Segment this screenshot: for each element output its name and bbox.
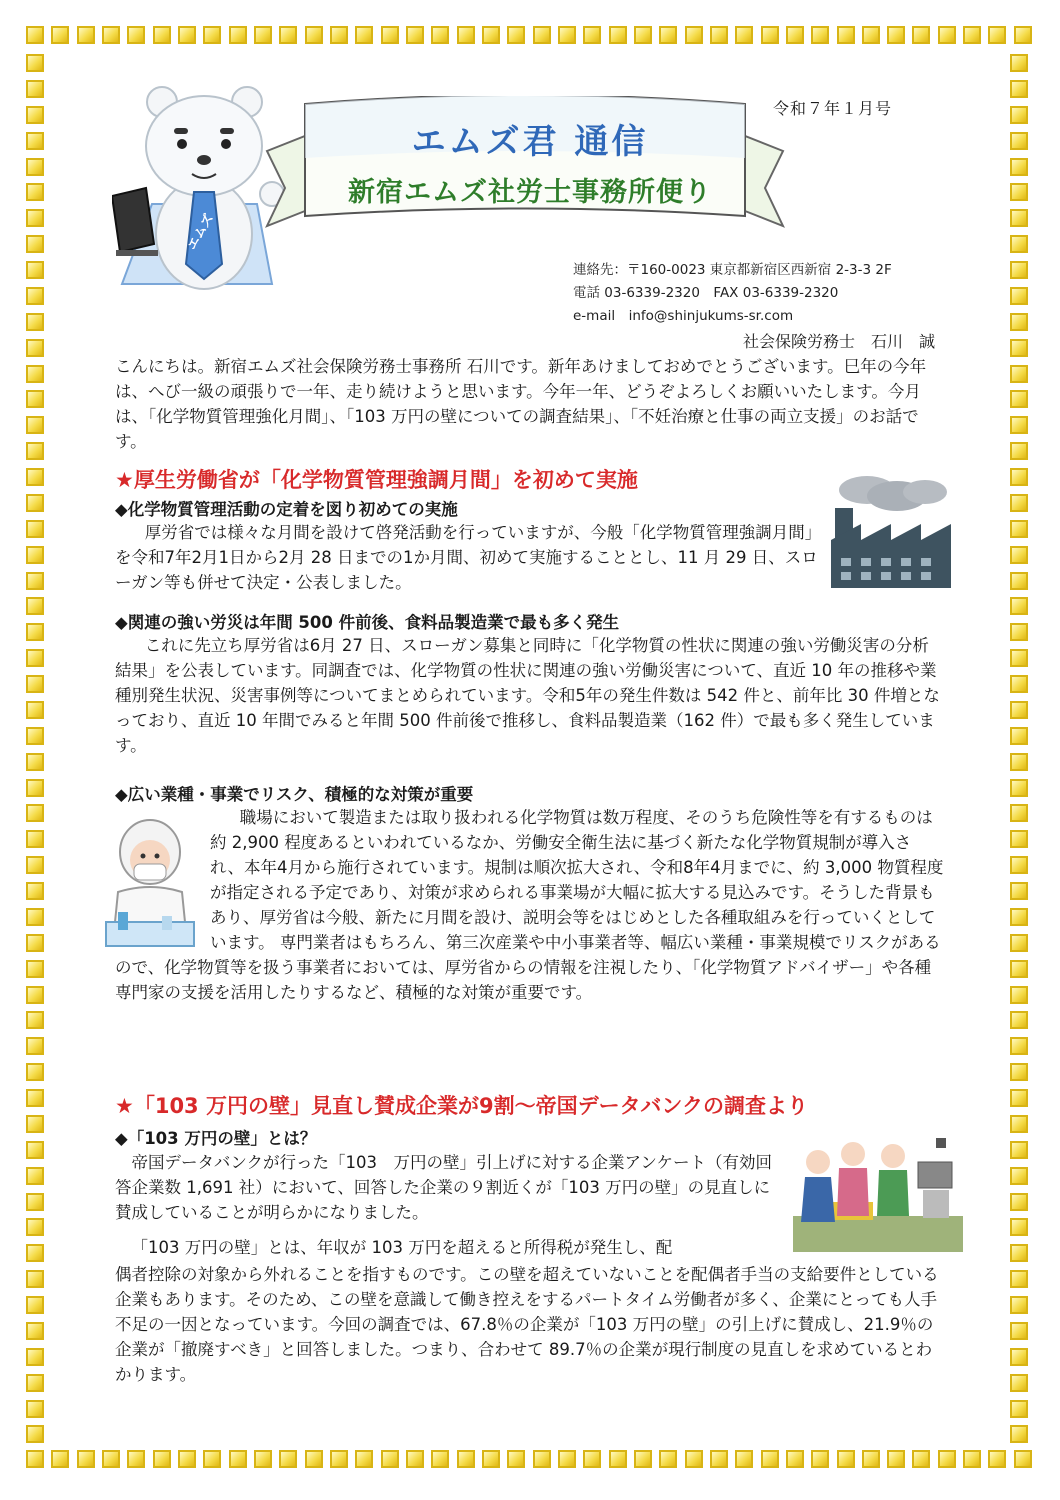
contact-email: e-mail info@shinjukums-sr.com [573,308,794,324]
section-1-paragraph-3 [115,805,945,1005]
section-2-sub-1: ◆「103 万円の壁」とは？ [115,1129,317,1148]
contact-phone: 電話 03-6339-2320 FAX 03-6339-2320 [573,285,839,301]
newsletter-subtitle: 新宿エムズ社労士事務所便り [348,177,712,208]
section-2-paragraph-2: 「103 万円の壁」とは、年収が 103 万円を超えると所得税が発生し、配 [131,1238,673,1257]
section-1-sub-2: ◆関連の強い労災は年間 500 件前後、食料品製造業で最も多く発生 [115,613,620,632]
border-top [26,26,1032,48]
section-2-paragraph-1: 帝国データバンクが行った「103 万円の壁」引上げに対する企業アンケート（有効回答企業数 1,691 社）において、回答した企業の９割近くが「103 万円の壁」の見直しに賛成していることが明らかになりました。 [115,1153,773,1222]
mascot-tie-label: エムズ [184,211,218,253]
section-1-paragraph-3-text: 職場において製造または取り扱われる化学物質は数万程度、そのうち危険性等を有するものは約 2,900 程度あるといわれているなか、労働安全衛生法に基づく新たな化学物質規制が導入され、本年4月から施行されています。規制は順次拡大され、令和8年4月までに、約 3,000 物質程度が指定される予定であり、対策が求められる事業場が大幅に拡大する見込みです。そうした背景もあり、厚労省は今般、新たに月間を設け、説明会等をはじめとした各種取組みを行っていくとしています。 専門業者はもちろん、第三次産業や中小事業者等、幅広い業種・事業規模でリスクがあるので、化学物質等を扱う事業者においては、厚労省からの情報を注視したり、「化学物質アドバイザー」や各種専門家の支援を活用したりするなど、積極的な対策が重要です。 [115,808,944,1002]
lab-worker-icon [100,812,200,952]
section-1-paragraph-1: 厚労省では様々な月間を設けて啓発活動を行っていますが、今般「化学物質管理強調月間」を令和7年2月1日から2月 28 日までの1か月間、初めて実施することとし、11 月 29 日、スローガン等も併せて決定・公表しました。 [115,523,818,592]
section-2-paragraph-3: 偶者控除の対象から外れることを指すものです。この壁を超えていないことを配偶者手当の支給要件としている企業もあります。そのため、この壁を意識して働き控えをするパートタイム労働者が多く、企業にとっても人手不足の一因となっています。今回の調査では、67.8％の企業が「103 万円の壁」の引上げに賛成し、21.9％の企業が「撤廃すべき」と回答しました。つまり、合わせて 89.7％の企業が現行制度の見直しを求めているとわかります。 [115,1265,939,1384]
intro-paragraph: こんにちは。新宿エムズ社会保険労務士事務所 石川です。新年あけましておめでとうございます。巳年の今年は、へび一級の頑張りで一年、走り続けようと思います。今年一年、どうぞよろしくお願いいたします。今月は、「化学物質管理強化月間」、「103 万円の壁についての調査結果」、「不妊治療と仕事の両立支援」のお話です。 [115,357,927,451]
contact-address: 連絡先：〒160-0023 東京都新宿区西新宿 2-3-3 2F [573,262,892,278]
section-1-paragraph-2: これに先立ち厚労省は6月 27 日、スローガン募集と同時に「化学物質の性状に関連の強い労働災害の分析結果」を公表しています。同調査では、化学物質の性状に関連の強い労働災害について、直近 10 年の推移や業種別発生状況、災害事例等についてまとめられています。令和5年の発生件数は 542 件と、前年比 30 件増となっており、直近 10 年間でみると年間 500 件前後で推移し、食料品製造業（162 件）で最も多く発生しています。 [115,636,940,755]
section-1-sub-1: ◆化学物質管理活動の定着を図り初めての実施 [115,500,458,519]
cashier-scene-icon [793,1132,963,1252]
section-2-title: ★「103 万円の壁」見直し賛成企業が9割～帝国データバンクの調査より [115,1094,808,1118]
border-right [1010,54,1032,1444]
issue-date: 令和７年１月号 [773,99,893,118]
border-bottom [26,1450,1032,1472]
newsletter-title: エムズ君 通信 [411,122,649,162]
signature: 社会保険労務士 石川 誠 [743,332,936,351]
section-1-title: ★厚生労働省が「化学物質管理強調月間」を初めて実施 [115,468,638,492]
factory-icon [827,470,957,590]
section-1-sub-3: ◆広い業種・事業でリスク、積極的な対策が重要 [115,785,474,804]
border-left [26,54,48,1444]
